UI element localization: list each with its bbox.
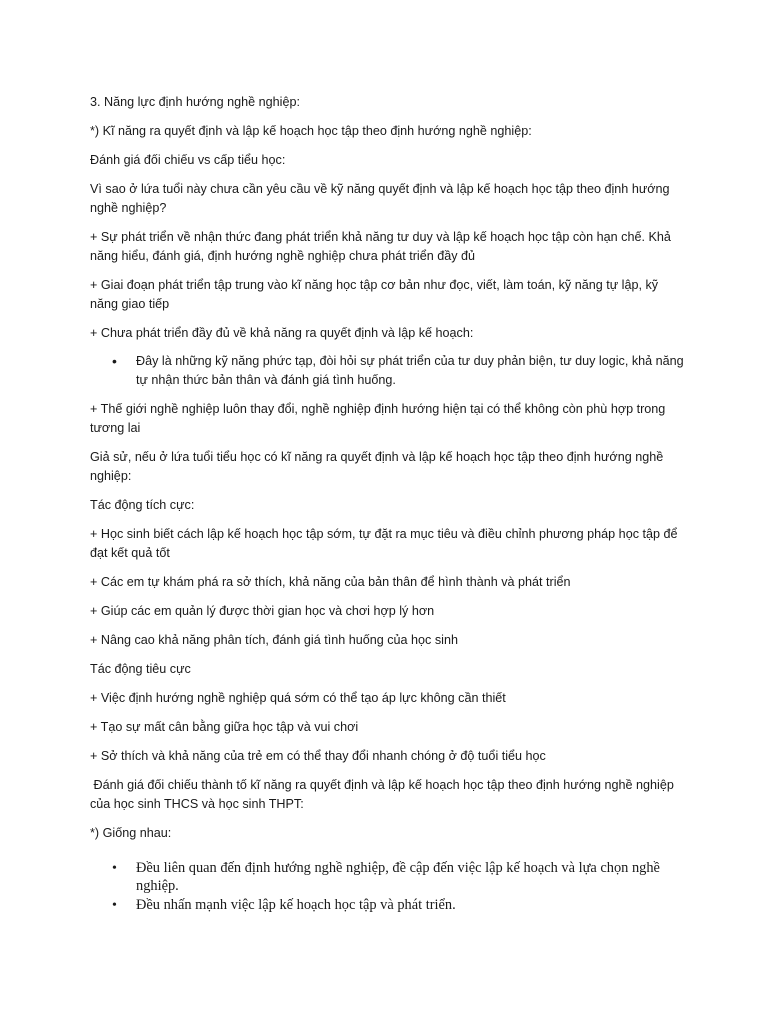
negative-impact-item: + Sở thích và khả năng của trẻ em có thể thay đổi nhanh chóng ở độ tuổi tiểu học xyxy=(90,749,546,763)
reason-item: + Sự phát triển về nhận thức đang phát triển khả năng tư duy và lập kế hoạch học tập còn hạn chế. Khả năng hiểu, đánh giá, định hướng nghề nghiệp chưa phát triển đầy đủ xyxy=(90,230,671,263)
compare-secondary-title: Đánh giá đối chiếu thành tố kĩ năng ra quyết định và lập kế hoạch học tập theo định hướng nghề nghiệp của học sinh THCS và học sinh THPT: xyxy=(90,778,678,811)
positive-impact-item: + Các em tự khám phá ra sở thích, khả năng của bản thân để hình thành và phát triển xyxy=(90,575,571,589)
negative-impact-item: + Việc định hướng nghề nghiệp quá sớm có thể tạo áp lực không cần thiết xyxy=(90,691,506,705)
similarities-list xyxy=(90,860,688,915)
skill-title: *) Kĩ năng ra quyết định và lập kế hoạch học tập theo định hướng nghề nghiệp: xyxy=(90,124,532,138)
reason-item: + Giai đoạn phát triển tập trung vào kĩ năng học tập cơ bản như đọc, viết, làm toán, kỹ năng tự lập, kỹ năng giao tiếp xyxy=(90,278,659,311)
similarity-item: • Đều liên quan đến định hướng nghề nghiệp, đề cập đến việc lập kế hoạch và lựa chọn nghề nghiệp. xyxy=(90,860,688,895)
positive-impact-item: + Giúp các em quản lý được thời gian học và chơi hợp lý hơn xyxy=(90,604,435,618)
reason-bullet-list xyxy=(90,352,688,390)
similarities-title: *) Giống nhau: xyxy=(90,826,172,840)
reason-item: + Thế giới nghề nghiệp luôn thay đổi, nghề nghiệp định hướng hiện tại có thể không còn phù hợp trong tương lai xyxy=(90,402,666,435)
negative-impact-item: + Tạo sự mất cân bằng giữa học tập và vui chơi xyxy=(90,720,359,734)
positive-impact-title: Tác động tích cực: xyxy=(90,498,195,512)
negative-impact-title: Tác động tiêu cực xyxy=(90,662,191,676)
positive-impact-item: + Nâng cao khả năng phân tích, đánh giá tình huống của học sinh xyxy=(90,633,458,647)
positive-impact-item: + Học sinh biết cách lập kế hoạch học tập sớm, tự đặt ra mục tiêu và điều chỉnh phương pháp học tập để đạt kết quả tốt xyxy=(90,527,678,560)
compare-primary-title: Đánh giá đối chiếu vs cấp tiểu học: xyxy=(90,153,286,167)
assumption-paragraph: Giả sử, nếu ở lứa tuổi tiểu học có kĩ năng ra quyết định và lập kế hoạch học tập theo định hướng nghề nghiệp: xyxy=(90,450,664,483)
reason-item: + Chưa phát triển đầy đủ về khả năng ra quyết định và lập kế hoạch: xyxy=(90,326,474,340)
reason-bullet-item: • Đây là những kỹ năng phức tạp, đòi hỏi sự phát triển của tư duy phản biện, tư duy logic, khả năng tự nhận thức bản thân và đánh giá tình huống. xyxy=(90,352,688,390)
why-question: Vì sao ở lứa tuổi này chưa cần yêu cầu về kỹ năng quyết định và lập kế hoạch học tập theo định hướng nghề nghiệp? xyxy=(90,182,670,215)
section-heading: 3. Năng lực định hướng nghề nghiệp: xyxy=(90,95,300,109)
similarity-item: • Đều nhấn mạnh việc lập kế hoạch học tập và phát triển. xyxy=(90,897,688,915)
